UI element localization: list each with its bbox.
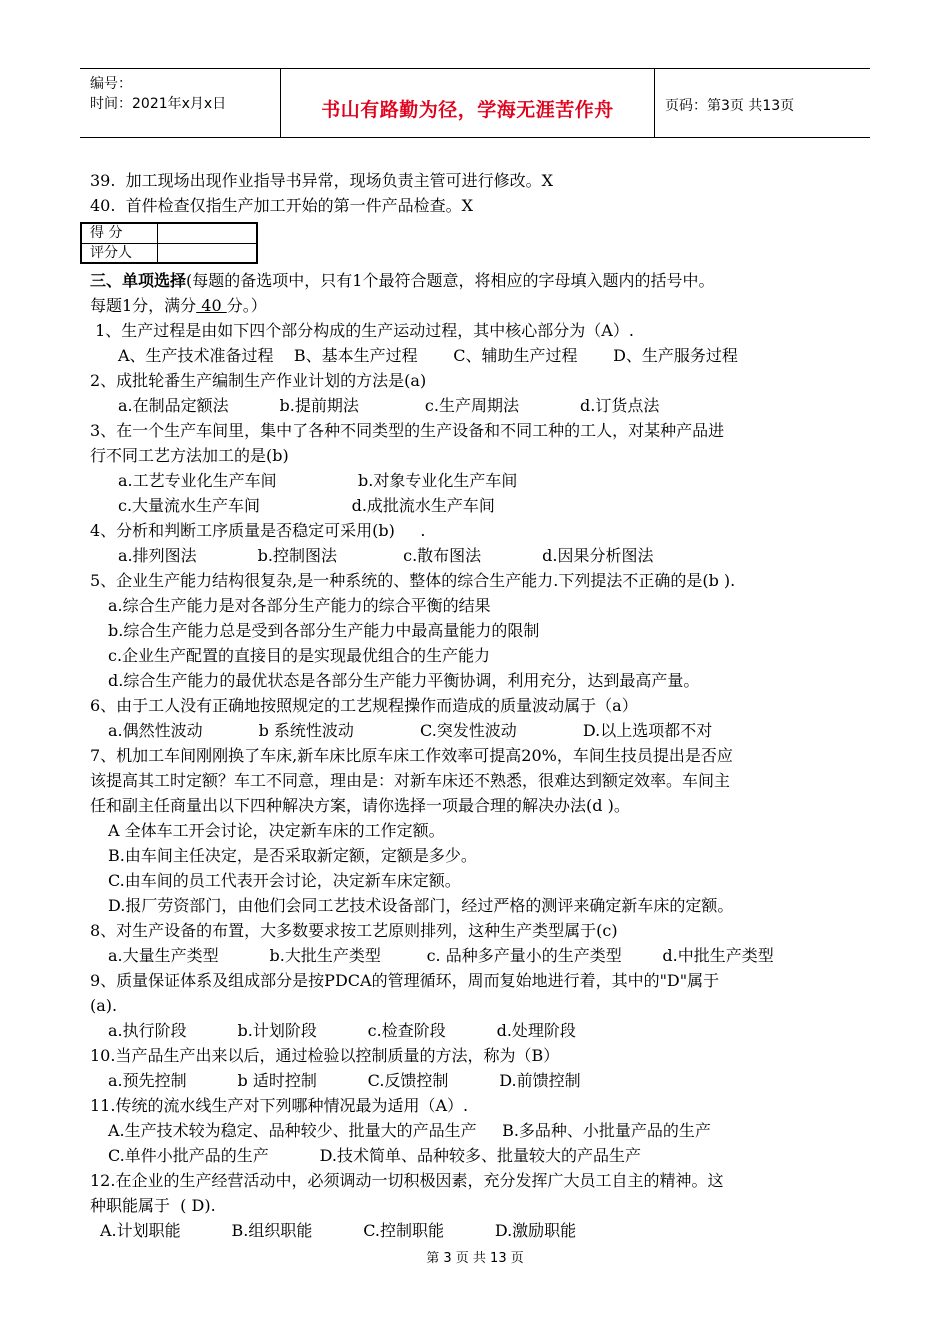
question-5: 5、企业生产能力结构很复杂,是一种系统的、整体的综合生产能力.下列提法不正确的是(b ). [90,571,736,590]
question-8: 8、对生产设备的布置，大多数要求按工艺原则排列，这种生产类型属于(c) [90,921,618,940]
question-1-options: A、生产技术准备过程 B、基本生产过程 C、辅助生产过程 D、生产服务过程 [118,346,738,365]
question-7-option-c: C.由车间的员工代表开会讨论，决定新车床定额。 [108,871,461,890]
score-box [80,222,258,264]
question-11: 11.传统的流水线生产对下列哪种情况最为适用（A）. [90,1096,469,1115]
question-11-options-row2: C.单件小批产品的生产 D.技术简单、品种较多、批量较大的产品生产 [108,1146,641,1165]
page-header [80,68,870,138]
total-score: 40 [196,296,227,315]
question-3-options-row1: a.工艺专业化生产车间 b.对象专业化生产车间 [118,471,518,490]
doc-number: 编号： [90,76,132,92]
header-meta-cell [80,69,281,137]
question-10-options: a.预先控制 b 适时控制 C.反馈控制 D.前馈控制 [108,1071,581,1090]
section-instructions-line2 [90,296,267,316]
judge-item-40: 40. 首件检查仅指生产加工开始的第一件产品检查。X [90,196,474,215]
score-row [82,224,256,244]
grader-label: 评分人 [82,244,158,263]
question-9-cont: (a). [90,996,118,1015]
question-7-cont2: 任和副主任商量出以下四种解决方案，请你选择一项最合理的解决办法(d )。 [90,796,630,815]
section-heading [90,271,714,291]
judge-item-39: 39. 加工现场出现作业指导书异常，现场负责主管可进行修改。X [90,171,554,190]
question-7: 7、机加工车间刚刚换了车床,新车床比原车床工作效率可提高20%，车间生技员提出是否应 [90,746,733,765]
question-7-option-b: B.由车间主任决定，是否采取新定额，定额是多少。 [108,846,477,865]
question-2-options: a.在制品定额法 b.提前期法 c.生产周期法 d.订货点法 [118,396,660,415]
section-title: 三、单项选择 [90,271,187,290]
section-instructions: (每题的备选项中，只有1个最符合题意，将相应的字母填入题内的括号中。 [186,271,715,290]
score-label: 得 分 [82,224,158,243]
question-8-options: a.大量生产类型 b.大批生产类型 c. 品种多产量小的生产类型 d.中批生产类型 [108,946,774,965]
question-5-option-a: a.综合生产能力是对各部分生产能力的综合平衡的结果 [108,596,491,615]
question-9: 9、质量保证体系及组成部分是按PDCA的管理循环，周而复始地进行着，其中的"D"属于 [90,971,720,990]
grader-row [82,244,256,263]
question-3-options-row2: c.大量流水生产车间 d.成批流水生产车间 [118,496,495,515]
question-6-options: a.偶然性波动 b 系统性波动 C.突发性波动 D.以上选项都不对 [108,721,713,740]
instr-text: 每题1分，满分 [90,296,197,315]
question-5-option-b: b.综合生产能力总是受到各部分生产能力中最高量能力的限制 [108,621,540,640]
question-3: 3、在一个生产车间里，集中了各种不同类型的生产设备和不同工种的工人，对某种产品进 [90,421,725,440]
header-page-number: 页码：第3页 共13页 [665,98,795,114]
question-1: 1、生产过程是由如下四个部分构成的生产运动过程，其中核心部分为（A）. [90,321,634,340]
question-7-option-d: D.报厂劳资部门，由他们会同工艺技术设备部门，经过严格的测评来确定新车床的定额。 [108,896,734,915]
question-5-option-c: c.企业生产配置的直接目的是实现最优组合的生产能力 [108,646,491,665]
question-11-options-row1: A.生产技术较为稳定、品种较少、批量大的产品生产 B.多品种、小批量产品的生产 [108,1121,711,1140]
question-7-cont1: 该提高其工时定额？车工不同意，理由是：对新车床还不熟悉，很难达到额定效率。车间主 [90,771,731,790]
question-4-options: a.排列图法 b.控制图法 c.散布图法 d.因果分析图法 [118,546,654,565]
header-motto: 书山有路勤为径，学海无涯苦作舟 [321,99,614,121]
question-9-options: a.执行阶段 b.计划阶段 c.检查阶段 d.处理阶段 [108,1021,576,1040]
question-12-cont: 种职能属于 ( D). [90,1196,216,1215]
question-7-option-a: A 全体车工开会讨论，决定新车床的工作定额。 [108,821,445,840]
page-footer: 第 3 页 共 13 页 [426,1251,524,1266]
doc-time: 时间：2021年x月x日 [90,96,227,112]
question-12-options: A.计划职能 B.组织职能 C.控制职能 D.激励职能 [100,1221,577,1240]
question-2: 2、成批轮番生产编制生产作业计划的方法是(a) [90,371,427,390]
question-3-cont: 行不同工艺方法加工的是(b) [90,446,289,465]
question-12: 12.在企业的生产经营活动中，必须调动一切积极因素，充分发挥广大员工自主的精神。这 [90,1171,724,1190]
question-4: 4、分析和判断工序质量是否稳定可采用(b) . [90,521,426,540]
question-6: 6、由于工人没有正确地按照规定的工艺规程操作而造成的质量波动属于（a） [90,696,638,715]
instr-text-end: 分。） [226,296,267,315]
question-10: 10.当产品生产出来以后，通过检验以控制质量的方法，称为（B） [90,1046,560,1065]
question-5-option-d: d.综合生产能力的最优状态是各部分生产能力平衡协调，利用充分，达到最高产量。 [108,671,700,690]
header-page-cell [655,69,870,137]
header-motto-cell [281,69,655,137]
